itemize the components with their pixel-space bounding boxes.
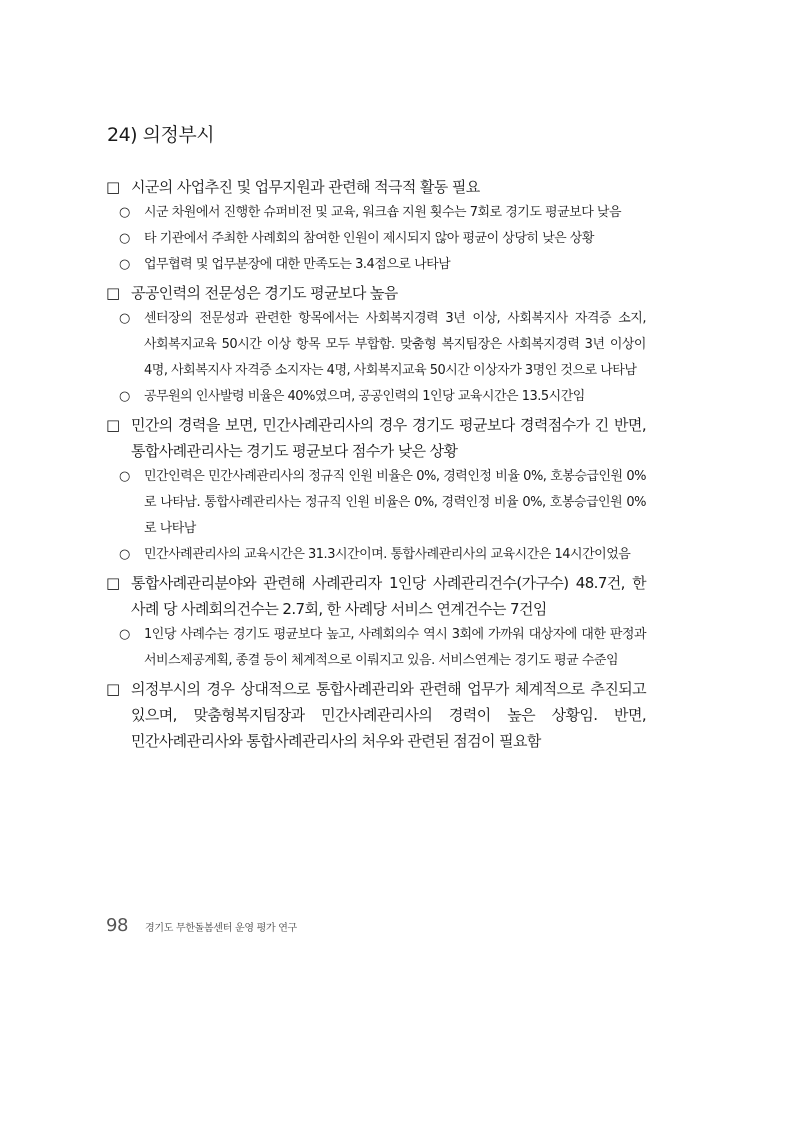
- square-bullet-icon: □: [106, 680, 120, 698]
- circle-bullet-icon: ○: [119, 469, 130, 484]
- section-title: 24) 의정부시: [107, 124, 215, 146]
- summary-text: 공공인력의 전문성은 경기도 평균보다 높음: [131, 284, 398, 302]
- detail-text: 시군 차원에서 진행한 슈퍼비전 및 교육, 워크숍 지원 횟수는 7회로 경기도 평균보다 낮음: [144, 205, 622, 220]
- detail-text: 업무협력 및 업무분장에 대한 만족도는 3.4점으로 나타남: [144, 257, 451, 272]
- detail-item: [119, 384, 646, 410]
- detail-text: 센터장의 전문성과 관련한 항목에서는 사회복지경력 3년 이상, 사회복지사 자격증 소지, 사회복지교육 50시간 이상 항목 모두 부합함. 맞춤형 복지팀장은 사회복지경력 3년 이상이 4명, 사회복지사 자격증 소지자는 4명, 사회복지교육 50시간 이상자가 3명인 것으로 나타남: [144, 311, 646, 378]
- detail-text: 1인당 사례수는 경기도 평균보다 높고, 사례회의수 역시 3회에 가까워 대상자에 대한 판정과 서비스제공계획, 종결 등이 체계적으로 이뤄지고 있음. 서비스연계는 경기도 평균 수준임: [144, 627, 646, 668]
- circle-bullet-icon: ○: [119, 311, 130, 326]
- detail-text: 민간사례관리사의 교육시간은 31.3시간이며. 통합사례관리사의 교육시간은 14시간이었음: [144, 547, 631, 562]
- summary-text: 의정부시의 경우 상대적으로 통합사례관리와 관련해 업무가 체계적으로 추진되고 있으며, 맞춤형복지팀장과 민간사례관리사의 경력이 높은 상황임. 반면, 민간사례관리사와 통합사례관리사의 처우와 관련된 점검이 필요함: [131, 680, 646, 750]
- summary-text: 통합사례관리분야와 관련해 사례관리자 1인당 사례관리건수(가구수) 48.7건, 한 사례 당 사례회의건수는 2.7회, 한 사례당 서비스 연계건수는 7건임: [131, 574, 646, 618]
- square-bullet-icon: □: [106, 178, 120, 196]
- circle-bullet-icon: ○: [119, 231, 130, 246]
- square-bullet-icon: □: [106, 416, 120, 434]
- summary-item: [106, 174, 646, 200]
- detail-item: [119, 464, 646, 542]
- circle-bullet-icon: ○: [119, 627, 130, 642]
- circle-bullet-icon: ○: [119, 257, 130, 272]
- detail-text: 타 기관에서 주최한 사례회의 참여한 인원이 제시되지 않아 평균이 상당히 낮은 상황: [144, 231, 594, 246]
- running-title: 경기도 무한돌봄센터 운영 평가 연구: [145, 923, 297, 934]
- page-number: 98: [106, 915, 128, 936]
- detail-item: [119, 200, 646, 226]
- summary-item: [106, 412, 646, 464]
- detail-text: 민간인력은 민간사례관리사의 정규직 인원 비율은 0%, 경력인정 비율 0%, 호봉승급인원 0%로 나타남. 통합사례관리사는 정규직 인원 비율은 0%, 경력인정 비율 0%, 호봉승급인원 0%로 나타남: [144, 469, 646, 536]
- square-bullet-icon: □: [106, 574, 120, 592]
- summary-text: 민간의 경력을 보면, 민간사례관리사의 경우 경기도 평균보다 경력점수가 긴 반면, 통합사례관리사는 경기도 평균보다 점수가 낮은 상황: [131, 416, 646, 460]
- content-body: [106, 172, 646, 754]
- summary-item: [106, 676, 646, 754]
- detail-item: [119, 622, 646, 674]
- summary-text: 시군의 사업추진 및 업무지원과 관련해 적극적 활동 필요: [131, 178, 480, 196]
- summary-item: [106, 280, 646, 306]
- detail-item: [119, 226, 646, 252]
- circle-bullet-icon: ○: [119, 547, 130, 562]
- circle-bullet-icon: ○: [119, 389, 130, 404]
- detail-text: 공무원의 인사발령 비율은 40%였으며, 공공인력의 1인당 교육시간은 13.5시간임: [144, 389, 585, 404]
- detail-item: [119, 252, 646, 278]
- summary-item: [106, 570, 646, 622]
- circle-bullet-icon: ○: [119, 205, 130, 220]
- square-bullet-icon: □: [106, 284, 120, 302]
- page-footer: [106, 915, 297, 936]
- detail-item: [119, 306, 646, 384]
- detail-item: [119, 542, 646, 568]
